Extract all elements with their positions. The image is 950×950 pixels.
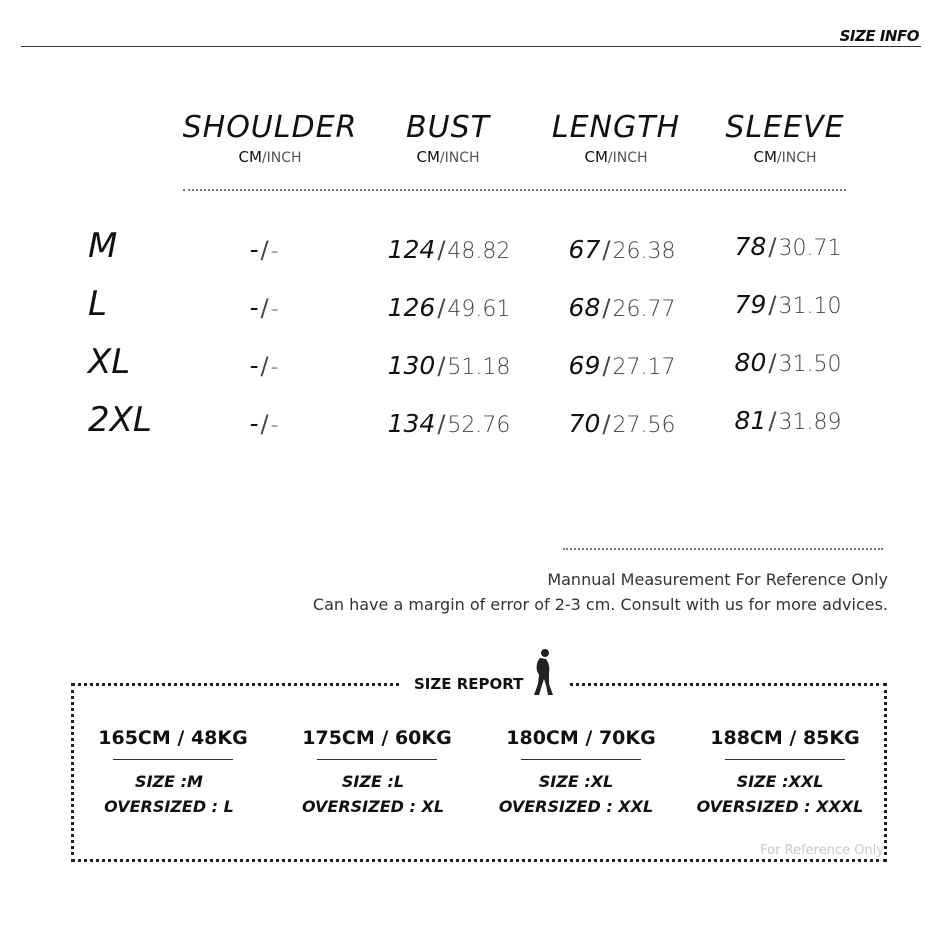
table-cell: 80/31.50 bbox=[734, 348, 842, 377]
column-header-sleeve bbox=[685, 110, 885, 166]
column-unit: CM/INCH bbox=[753, 148, 817, 166]
person-walking-icon bbox=[529, 648, 557, 698]
table-cell: -/- bbox=[249, 235, 279, 264]
report-oversized: OVERSIZED : XXL bbox=[498, 797, 654, 816]
column-unit: CM/INCH bbox=[416, 148, 480, 166]
column-unit: CM/INCH bbox=[238, 148, 302, 166]
table-cell: 69/27.17 bbox=[568, 351, 676, 380]
dotted-divider bbox=[183, 189, 846, 191]
size-label: L bbox=[88, 284, 107, 324]
table-cell: 124/48.82 bbox=[387, 235, 511, 264]
table-cell: 78/30.71 bbox=[734, 232, 842, 261]
table-cell: 67/26.38 bbox=[568, 235, 676, 264]
header-divider bbox=[21, 46, 921, 47]
table-cell: 130/51.18 bbox=[387, 351, 511, 380]
reference-footnote: For Reference Only bbox=[760, 843, 884, 858]
report-size: SIZE :XXL bbox=[736, 772, 824, 791]
report-oversized: OVERSIZED : XXXL bbox=[696, 797, 864, 816]
column-name: SLEEVE bbox=[725, 110, 845, 145]
report-oversized: OVERSIZED : XL bbox=[301, 797, 445, 816]
column-name: LENGTH bbox=[551, 110, 681, 145]
table-cell: 81/31.89 bbox=[734, 406, 842, 435]
report-oversized: OVERSIZED : L bbox=[104, 797, 234, 816]
table-cell: 68/26.77 bbox=[568, 293, 676, 322]
table-cell: -/- bbox=[249, 409, 279, 438]
column-header-shoulder bbox=[170, 110, 370, 166]
table-cell: -/- bbox=[249, 293, 279, 322]
measurement-note: Mannual Measurement For Reference Only bbox=[547, 570, 888, 589]
size-report-title: SIZE REPORT bbox=[414, 675, 524, 693]
table-cell: 79/31.10 bbox=[734, 290, 842, 319]
report-underline bbox=[521, 759, 641, 760]
size-label: 2XL bbox=[88, 400, 152, 440]
report-size: SIZE :XL bbox=[538, 772, 614, 791]
report-height-weight: 188CM / 85KG bbox=[710, 727, 860, 749]
dotted-divider bbox=[563, 548, 883, 550]
report-height-weight: 180CM / 70KG bbox=[506, 727, 656, 749]
report-size: SIZE :M bbox=[135, 772, 203, 791]
report-underline bbox=[725, 759, 845, 760]
size-label: XL bbox=[88, 342, 131, 382]
report-size: SIZE :L bbox=[341, 772, 405, 791]
size-report-heading bbox=[402, 640, 569, 700]
report-height-weight: 175CM / 60KG bbox=[302, 727, 452, 749]
size-label: M bbox=[88, 226, 118, 266]
report-underline bbox=[317, 759, 437, 760]
column-name: SHOULDER bbox=[182, 110, 358, 145]
margin-of-error-note: Can have a margin of error of 2-3 cm. Consult with us for more advices. bbox=[312, 595, 888, 614]
table-cell: 126/49.61 bbox=[387, 293, 511, 322]
column-name: BUST bbox=[406, 110, 490, 145]
table-cell: 134/52.76 bbox=[387, 409, 511, 438]
report-underline bbox=[113, 759, 233, 760]
report-height-weight: 165CM / 48KG bbox=[98, 727, 248, 749]
table-cell: 70/27.56 bbox=[568, 409, 676, 438]
section-title: SIZE INFO bbox=[839, 27, 919, 45]
table-cell: -/- bbox=[249, 351, 279, 380]
column-unit: CM/INCH bbox=[584, 148, 648, 166]
